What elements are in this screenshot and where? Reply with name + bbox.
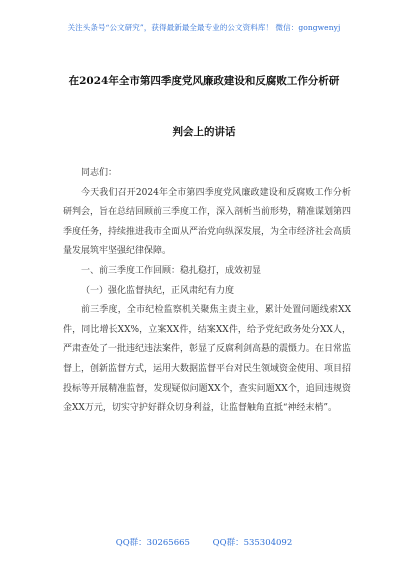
salutation: 同志们： [81, 168, 118, 178]
subsection-heading-1: （一）强化监督执纪，正风肃纪有力度 [81, 285, 235, 296]
document-title-line-2: 判会上的讲话 [172, 126, 236, 138]
document-body [63, 164, 351, 419]
footer-qq-group-1: QQ群：30265665 [115, 538, 190, 548]
paragraph-supervision: 前三季度，全市纪检监察机关聚焦主责主业，累计处置问题线索XX件，同比增长XX%，立案XX件，结案XX件，给予党纪政务处分XX人，严肃查处了一批违纪违法案件，彰显了反腐利剑高悬的震慑力。在日常监督上，创新监督方式，运用大数据监督平台对民生领域资金使用、项目招投标等开展精准监督，发现疑似问题XX个，查实问题XX个，追回违规资金XX万元，切实守护好群众切身利益，让监督触角直抵“神经末梢”。 [63, 305, 352, 414]
paragraph-intro: 今天我们召开2024年全市第四季度党风廉政建设和反腐败工作分析研判会，旨在总结回顾前三季度工作，深入剖析当前形势，精准谋划第四季度任务，持续推进我市全面从严治党向纵深发展，为全市经济社会高质量发展筑牢坚强纪律保障。 [63, 187, 352, 257]
section-heading-1: 一、前三季度工作回顾：稳扎稳打，成效初显 [81, 265, 262, 276]
document-title-line-1: 在2024年全市第四季度党风廉政建设和反腐败工作分析研 [68, 75, 340, 87]
footer-qq-groups [0, 536, 408, 548]
footer-qq-group-2: QQ群：535304092 [212, 538, 293, 548]
header-promo-note: 关注头条号“公文研究”，获得最新最全最专业的公文资料库！ 微信：gongwenyj [67, 23, 341, 32]
